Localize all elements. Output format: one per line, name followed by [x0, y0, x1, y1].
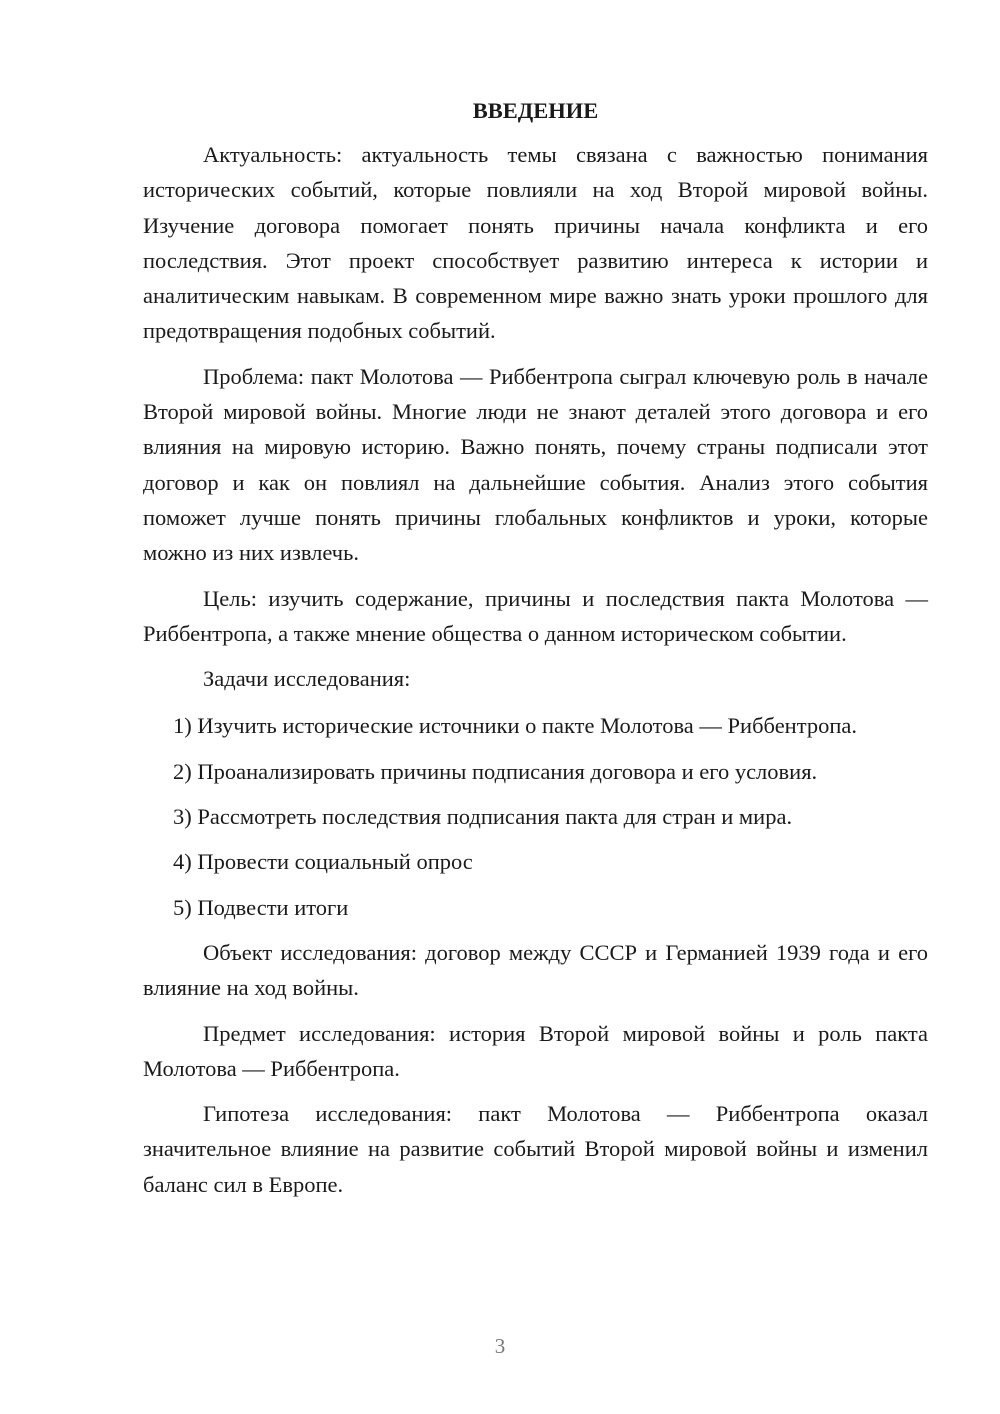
paragraph-problem: Проблема: пакт Молотова — Риббентропа сыграл ключевую роль в начале Второй мировой войны. Многие люди не знают деталей этого договора и его влияния на мировую историю. Важно понять, почему страны подписали этот договор и как он повлиял на дальнейшие события. Анализ этого события поможет лучше понять причины глобальных конфликтов и уроки, которые можно из них извлечь.	[143, 363, 928, 566]
task-item-5: 5) Подвести итоги	[173, 894, 349, 920]
document-page	[143, 96, 928, 1212]
tasks-heading: Задачи исследования:	[203, 666, 411, 692]
page-title: ВВЕДЕНИЕ	[472, 98, 599, 123]
page-number: 3	[494, 1334, 506, 1358]
paragraph-object: Объект исследования: договор между СССР и Германией 1939 года и его влияние на ход войны.	[143, 939, 928, 1001]
task-item-3: 3) Рассмотреть последствия подписания пакта для стран и мира.	[173, 804, 793, 830]
task-item-1: 1) Изучить исторические источники о пакте Молотова — Риббентропа.	[173, 713, 857, 739]
paragraph-relevance: Актуальность: актуальность темы связана с важностью понимания исторических событий, которые повлияли на ход Второй мировой войны. Изучение договора помогает понять причины начала конфликта и его последствия. Этот проект способствует развитию интереса к истории и аналитическим навыкам. В современном мире важно знать уроки прошлого для предотвращения подобных событий.	[143, 142, 928, 344]
paragraph-subject: Предмет исследования: история Второй мировой войны и роль пакта Молотова — Риббентропа.	[143, 1020, 928, 1081]
paragraph-goal: Цель: изучить содержание, причины и последствия пакта Молотова — Риббентропа, а также мнение общества о данном историческом событии.	[143, 585, 928, 646]
task-item-4: 4) Провести социальный опрос	[173, 849, 473, 875]
task-item-2: 2) Проанализировать причины подписания договора и его условия.	[173, 758, 818, 784]
paragraph-hypothesis: Гипотеза исследования: пакт Молотова — Риббентропа оказал значительное влияние на развитие событий Второй мировой войны и изменил баланс сил в Европе.	[143, 1101, 928, 1197]
